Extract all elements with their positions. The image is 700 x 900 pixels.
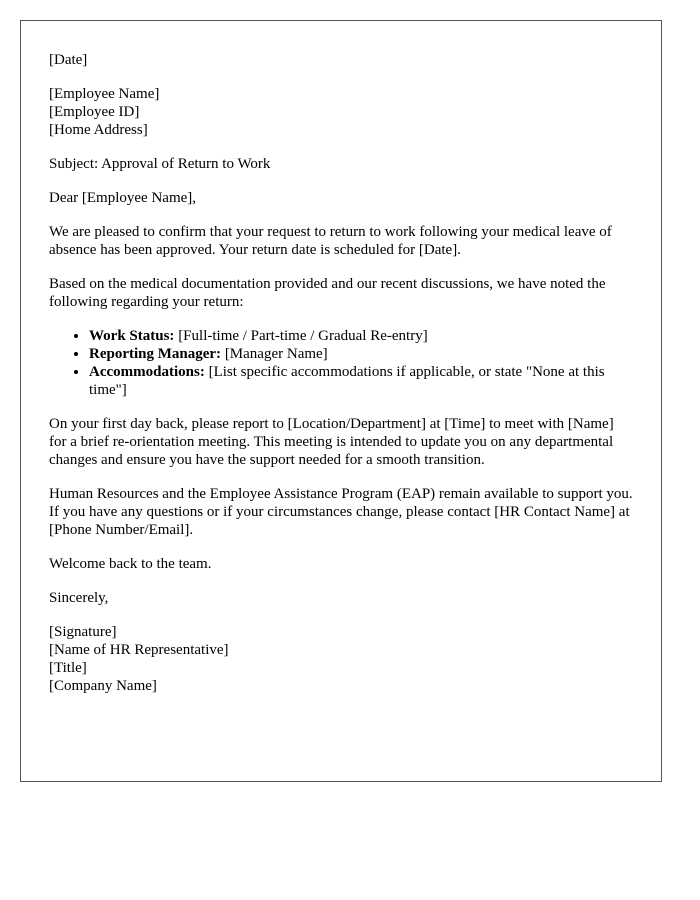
signatory-title: [Title]	[49, 660, 87, 676]
detail-label: Work Status:	[89, 328, 175, 344]
body-paragraph-welcome: Welcome back to the team.	[49, 556, 212, 572]
signature-block	[49, 623, 633, 695]
detail-value: [List specific accommodations if applicable, or state "None at this time"]	[89, 364, 605, 398]
letter-date: [Date]	[49, 52, 88, 68]
return-details-list	[49, 327, 633, 399]
company-name: [Company Name]	[49, 678, 157, 694]
letter-page	[20, 20, 662, 782]
letter-closing: Sincerely,	[49, 590, 109, 606]
recipient-address: [Home Address]	[49, 122, 148, 138]
recipient-block	[49, 85, 633, 139]
body-paragraph-confirmation: We are pleased to confirm that your request to return to work following your medical leave of absence has been approved. Your return date is scheduled for [Date].	[49, 224, 612, 258]
signatory-name: [Name of HR Representative]	[49, 642, 229, 658]
detail-reporting-manager	[89, 345, 633, 363]
detail-label: Reporting Manager:	[89, 346, 222, 362]
letter-subject: Subject: Approval of Return to Work	[49, 156, 271, 172]
detail-accommodations	[89, 363, 633, 399]
body-paragraph-documentation: Based on the medical documentation provided and our recent discussions, we have noted the following regarding your return:	[49, 276, 606, 310]
detail-work-status	[89, 327, 633, 345]
letter-salutation: Dear [Employee Name],	[49, 190, 197, 206]
body-paragraph-support: Human Resources and the Employee Assistance Program (EAP) remain available to support you. If you have any questions or if your circumstances change, please contact [HR Contact Name] at [Phone Number/Email].	[49, 486, 633, 538]
detail-label: Accommodations:	[89, 364, 205, 380]
detail-value: [Full-time / Part-time / Gradual Re-entry]	[174, 328, 428, 344]
recipient-id: [Employee ID]	[49, 104, 140, 120]
detail-value: [Manager Name]	[221, 346, 328, 362]
signature-line: [Signature]	[49, 624, 117, 640]
body-paragraph-first-day: On your first day back, please report to [Location/Department] at [Time] to meet with [Name] for a brief re-orientation meeting. This meeting is intended to update you on any departmental changes and ensure you have the support needed for a smooth transition.	[49, 416, 614, 468]
recipient-name: [Employee Name]	[49, 86, 160, 102]
